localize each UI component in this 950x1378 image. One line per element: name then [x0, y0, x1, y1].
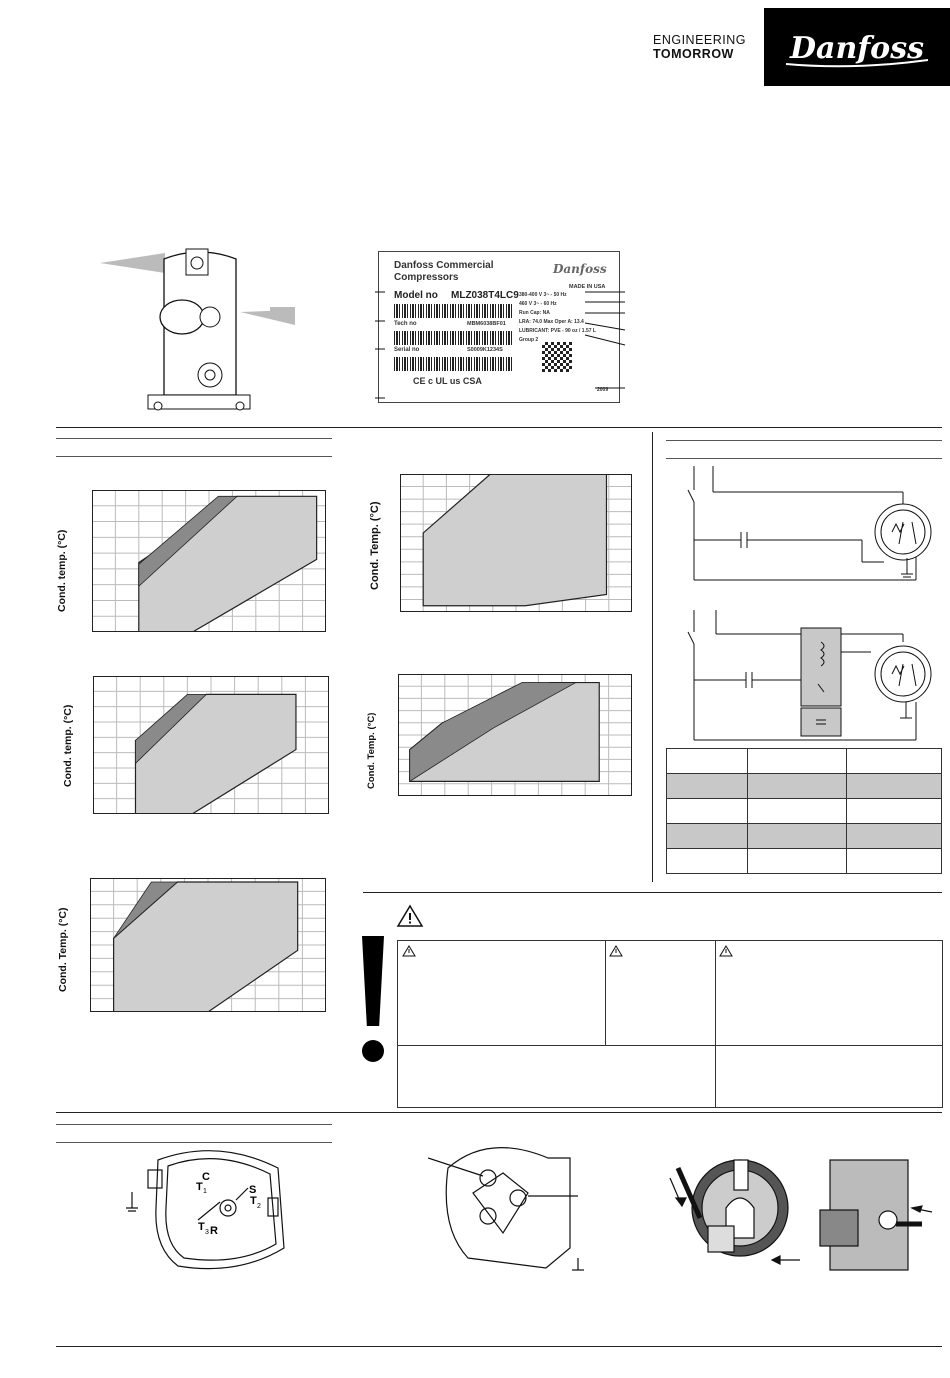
terminal-r: R — [210, 1225, 218, 1237]
danfoss-logo — [764, 8, 950, 86]
envelope-chart-3 — [90, 878, 326, 1012]
protection-table — [666, 748, 942, 874]
danfoss-logo-mark — [764, 8, 950, 86]
nameplate-lubricant: LUBRICANT: PVE - 90 oz / 1.57 L — [519, 328, 596, 334]
chart3-ylabel: Cond. Temp. (°C) — [57, 907, 69, 992]
section-rule — [56, 427, 942, 428]
terminal-cover-drawing — [428, 1138, 588, 1278]
warning-triangle-icon — [396, 904, 424, 928]
envelope-area — [139, 496, 317, 632]
nameplate-tech-label: Tech no — [394, 321, 417, 327]
nameplate-voltage: 380-400 V 3~ - 50 Hz — [519, 292, 567, 298]
rule-left-1 — [56, 438, 332, 439]
brand-wordmark: Danfoss — [790, 31, 924, 66]
rule-bottom-1 — [56, 1124, 332, 1125]
tagline — [653, 33, 746, 61]
warning-triangle-icon — [402, 945, 416, 957]
envelope-area — [423, 474, 606, 606]
terminal-t2-sub: 2 — [257, 1203, 261, 1210]
chart5-ylabel: Cond. Temp. (°C) — [366, 712, 377, 789]
envelope-chart-4 — [400, 474, 632, 612]
table-row — [667, 749, 942, 774]
terminal-c: C — [202, 1171, 210, 1183]
nameplate-serial-value: S0009K1234S — [467, 347, 503, 353]
nameplate-callouts — [355, 280, 635, 405]
terminal-s: S — [249, 1184, 257, 1196]
nameplate-group: Group 2 — [519, 337, 539, 343]
table-row — [667, 824, 942, 849]
chart1-ylabel: Cond. temp. (°C) — [56, 529, 68, 612]
tagline-line1: ENGINEERING — [653, 33, 747, 47]
chart2-ylabel: Cond. temp. (°C) — [62, 704, 74, 787]
terminal-t1-sub: 1 — [203, 1188, 207, 1195]
nameplate-brand: Danfoss — [553, 262, 607, 276]
envelope-chart-5 — [398, 674, 632, 796]
nameplate-voltage2: 460 V 3~ - 60 Hz — [519, 301, 557, 307]
cover-removal-drawing — [660, 1148, 942, 1278]
warning-section-rule — [363, 892, 942, 893]
nameplate-made-in: MADE IN USA — [569, 284, 606, 290]
nameplate-serial-label: Serial no — [394, 347, 420, 353]
terminal-t3: T — [198, 1221, 205, 1233]
table-row — [667, 849, 942, 874]
terminal-t3-sub: 3 — [205, 1229, 209, 1236]
nameplate-company-1: Danfoss Commercial — [394, 260, 494, 271]
envelope-area — [135, 694, 295, 814]
nameplate-runcap: Run Cap: NA — [519, 310, 550, 316]
wiring-diagrams — [666, 462, 946, 742]
terminal-t1: T — [196, 1181, 203, 1193]
warning-triangle-icon — [719, 945, 733, 957]
nameplate-model-label: Model no — [394, 290, 438, 301]
bottom-section-rule — [56, 1112, 942, 1113]
nameplate-model-value: MLZ038T4LC9 — [451, 290, 519, 301]
column-divider — [652, 432, 653, 882]
exclamation-icon — [362, 936, 384, 1026]
terminal-t2: T — [250, 1195, 257, 1207]
table-row — [667, 774, 942, 799]
rule-right-1 — [666, 440, 942, 441]
envelope-chart-1 — [92, 490, 326, 632]
nameplate-marks: CE c UL us CSA — [413, 376, 482, 386]
warning-box — [397, 940, 943, 1108]
exclamation-dot-icon — [362, 1040, 384, 1062]
envelope-chart-2 — [93, 676, 329, 814]
nameplate-year: 2009 — [597, 387, 609, 393]
compressor-drawing — [90, 245, 310, 420]
rule-right-2 — [666, 458, 942, 459]
nameplate-tech-value: MBM6038BF01 — [467, 321, 506, 327]
nameplate-lra: LRA: 74.0 Max Oper A: 13.4 — [519, 319, 584, 325]
terminal-box-drawing — [118, 1148, 298, 1278]
table-row — [667, 799, 942, 824]
chart4-ylabel: Cond. Temp. (°C) — [369, 501, 381, 590]
footer-rule — [56, 1346, 942, 1347]
warning-triangle-icon — [609, 945, 623, 957]
nameplate-company-2: Compressors — [394, 272, 459, 283]
rule-bottom-2 — [56, 1142, 332, 1143]
rule-left-2 — [56, 456, 332, 457]
tagline-line2: TOMORROW — [653, 47, 734, 61]
